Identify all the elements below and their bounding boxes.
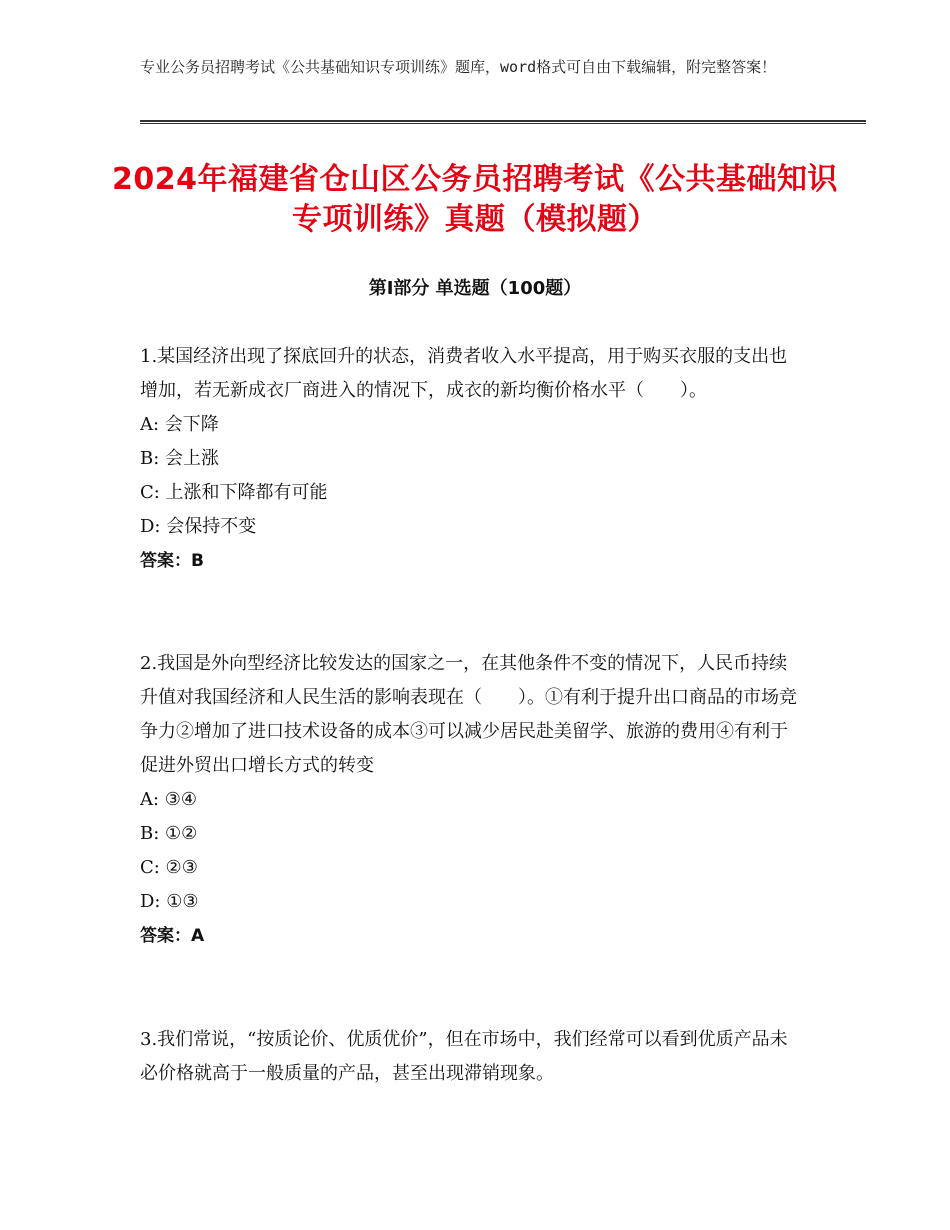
question-text: 2.我国是外向型经济比较发达的国家之一，在其他条件不变的情况下，人民币持续升值对我国经济和人民生活的影响表现在（ ）。①有利于提升出口商品的市场竞争力②增加了进口技术设备的成本③可以减少居民赴美留学、旅游的费用④有利于促进外贸出口增长方式的转变 xyxy=(140,653,797,776)
section-title: 第I部分 单选题（100题） xyxy=(368,278,582,299)
option-b: B: ①② xyxy=(140,823,198,844)
header-divider xyxy=(140,120,866,124)
question-text: 3.我们常说，“按质论价、优质优价”，但在市场中，我们经常可以看到优质产品未必价格就高于一般质量的产品，甚至出现滞销现象。 xyxy=(140,1029,788,1084)
answer: 答案：A xyxy=(140,926,205,946)
document-title: 2024年福建省仓山区公务员招聘考试《公共基础知识专项训练》真题（模拟题） xyxy=(112,162,838,237)
answer: 答案：B xyxy=(140,551,204,571)
option-a: A: ③④ xyxy=(140,789,198,810)
option-d: D: ①③ xyxy=(140,891,199,912)
question-3 xyxy=(140,1023,800,1091)
header-note: 专业公务员招聘考试《公共基础知识专项训练》题库，word格式可自由下载编辑，附完整答案！ xyxy=(140,58,777,76)
question-2 xyxy=(140,647,800,953)
option-c: C: ②③ xyxy=(140,857,198,878)
question-1 xyxy=(140,340,800,578)
option-a: A: 会下降 xyxy=(140,414,219,435)
question-text: 1.某国经济出现了探底回升的状态，消费者收入水平提高，用于购买衣服的支出也增加，若无新成衣厂商进入的情况下，成衣的新均衡价格水平（ ）。 xyxy=(140,346,788,401)
option-c: C: 上涨和下降都有可能 xyxy=(140,482,328,503)
option-b: B: 会上涨 xyxy=(140,448,220,469)
option-d: D: 会保持不变 xyxy=(140,516,257,537)
